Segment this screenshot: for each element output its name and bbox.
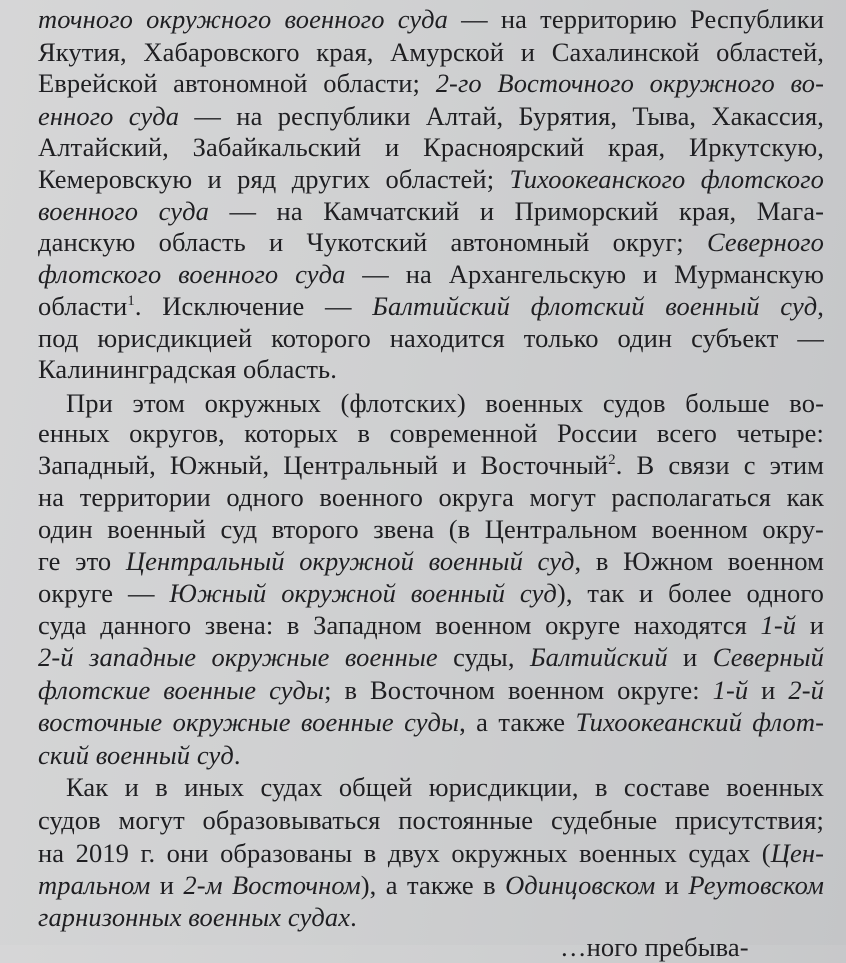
text-line <box>38 227 824 258</box>
text-line <box>38 196 824 227</box>
text-line <box>38 610 824 641</box>
footnote-ref: 1 <box>127 293 135 309</box>
text-line <box>38 164 824 195</box>
text-line <box>38 870 824 901</box>
text-run: , <box>817 291 824 321</box>
text-line <box>38 740 824 771</box>
italic-text: флотские военные суды <box>38 675 325 705</box>
text-run: Кемеровскую и ряд других областей; <box>38 164 510 194</box>
italic-text: Реутовском <box>688 870 824 900</box>
text-run: Западный, Южный, Центральный и Восточный <box>38 450 609 480</box>
text-run: . В связи с этим <box>615 450 824 480</box>
italic-text: 1-й <box>760 610 797 640</box>
paragraph-first-line <box>66 772 824 803</box>
text-run: данскую область и Чукотский автономный округ; <box>38 227 707 257</box>
italic-text: Тихоокеанского флотского <box>509 164 824 194</box>
text-run: . Исключение — <box>134 291 373 321</box>
text-run: и <box>667 642 713 672</box>
text-run: округе — <box>38 578 170 608</box>
text-run: Алтайский, Забайкальский и Красноярский края, Иркутскую, <box>38 132 824 162</box>
text-run: суды, <box>437 642 530 672</box>
text-line <box>38 546 824 577</box>
italic-text: Одинцовском <box>505 870 656 900</box>
text-run: под юрисдикцией которого находится только один субъект — <box>38 323 824 353</box>
italic-text: 2-й западные окружные военные <box>38 642 438 672</box>
text-line <box>38 101 824 132</box>
text-run: При этом окружных (флотских) военных судов больше во- <box>66 388 824 418</box>
italic-text: точного окружного военного суда <box>38 4 449 34</box>
italic-text: Балтийский <box>529 642 668 672</box>
text-run: , а также <box>459 707 576 737</box>
text-run: Еврейской автономной области; <box>38 68 436 98</box>
italic-text: 2-м Восточном <box>183 870 361 900</box>
italic-text: Северного <box>706 227 824 257</box>
italic-text: Центральный окружной военный суд <box>125 546 575 576</box>
text-run: — на Архангельскую и Мурманскую <box>345 259 824 289</box>
text-line <box>38 902 824 933</box>
italic-text: Балтийский флотский военный суд <box>372 291 818 321</box>
text-run: на территории одного военного округа могут располагаться как <box>38 482 824 512</box>
text-run: области <box>38 291 128 321</box>
text-line <box>38 450 824 481</box>
footnote-ref: 2 <box>608 452 616 468</box>
text-line <box>38 482 824 513</box>
text-run: . <box>350 902 357 932</box>
text-line <box>38 838 824 869</box>
text-run: ; в Восточном военном округе: <box>324 675 713 705</box>
text-line-partial <box>560 932 824 963</box>
italic-text: 2-го Восточного окружного во- <box>435 68 824 98</box>
text-line <box>38 323 824 354</box>
text-line <box>38 354 824 385</box>
text-run: и <box>796 610 824 640</box>
text-run: на 2019 г. они образованы в двух окружных военных судах ( <box>38 838 771 868</box>
text-run: — на республики Алтай, Бурятия, Тыва, Хакассия, <box>179 101 824 131</box>
text-line <box>38 707 824 738</box>
italic-text: Северный <box>712 642 824 672</box>
text-line <box>38 68 824 99</box>
text-run: и <box>748 675 789 705</box>
text-run: один военный суд второго звена (в Центральном военном окру- <box>38 514 824 544</box>
text-line <box>38 259 824 290</box>
text-run: и <box>150 870 184 900</box>
text-run: …ного пребыва- <box>560 932 749 962</box>
text-line <box>38 578 824 609</box>
text-line <box>38 291 824 322</box>
text-run: ), а также в <box>360 870 506 900</box>
italic-text: восточные окружные военные суды <box>38 707 460 737</box>
text-run: Якутия, Хабаровского края, Амурской и Сахалинской областей, <box>38 37 824 67</box>
paragraph-first-line <box>66 388 824 419</box>
text-run: — на территорию Республики <box>448 4 824 34</box>
italic-text: 2-й <box>788 675 824 705</box>
text-run: и <box>655 870 689 900</box>
text-line <box>38 37 824 68</box>
text-run: Калининградская область. <box>38 354 337 384</box>
text-run: суда данного звена: в Западном военном округе находятся <box>38 610 761 640</box>
italic-text: 1-й <box>712 675 749 705</box>
text-run: . <box>233 740 241 770</box>
italic-text: тральном <box>38 870 151 900</box>
italic-text: енного суда <box>38 101 180 131</box>
text-run: — на Камчатский и Приморский края, Мага- <box>208 196 824 226</box>
text-line <box>38 805 824 836</box>
text-run: енных округов, которых в современной России всего четыре: <box>38 418 824 448</box>
text-line <box>38 4 824 35</box>
text-run: ), так и более одного <box>556 578 824 608</box>
text-line <box>38 675 824 706</box>
text-line <box>38 132 824 163</box>
text-run: судов могут образовываться постоянные судебные присутствия; <box>38 805 824 835</box>
italic-text: Цен- <box>770 838 824 868</box>
italic-text: Южный окружной военный суд <box>169 578 557 608</box>
italic-text: гарнизонных военных судах <box>38 902 351 932</box>
text-line <box>38 514 824 545</box>
text-run: ге это <box>38 546 126 576</box>
text-line <box>38 642 824 673</box>
text-run: Как и в иных судах общей юрисдикции, в составе военных <box>66 772 824 802</box>
text-line <box>38 418 824 449</box>
italic-text: флотского военного суда <box>38 259 346 289</box>
italic-text: Тихоокеанский флот- <box>575 707 824 737</box>
italic-text: военного суда <box>38 196 209 226</box>
text-run: , в Южном военном <box>574 546 824 576</box>
italic-text: ский военный суд <box>38 740 234 770</box>
